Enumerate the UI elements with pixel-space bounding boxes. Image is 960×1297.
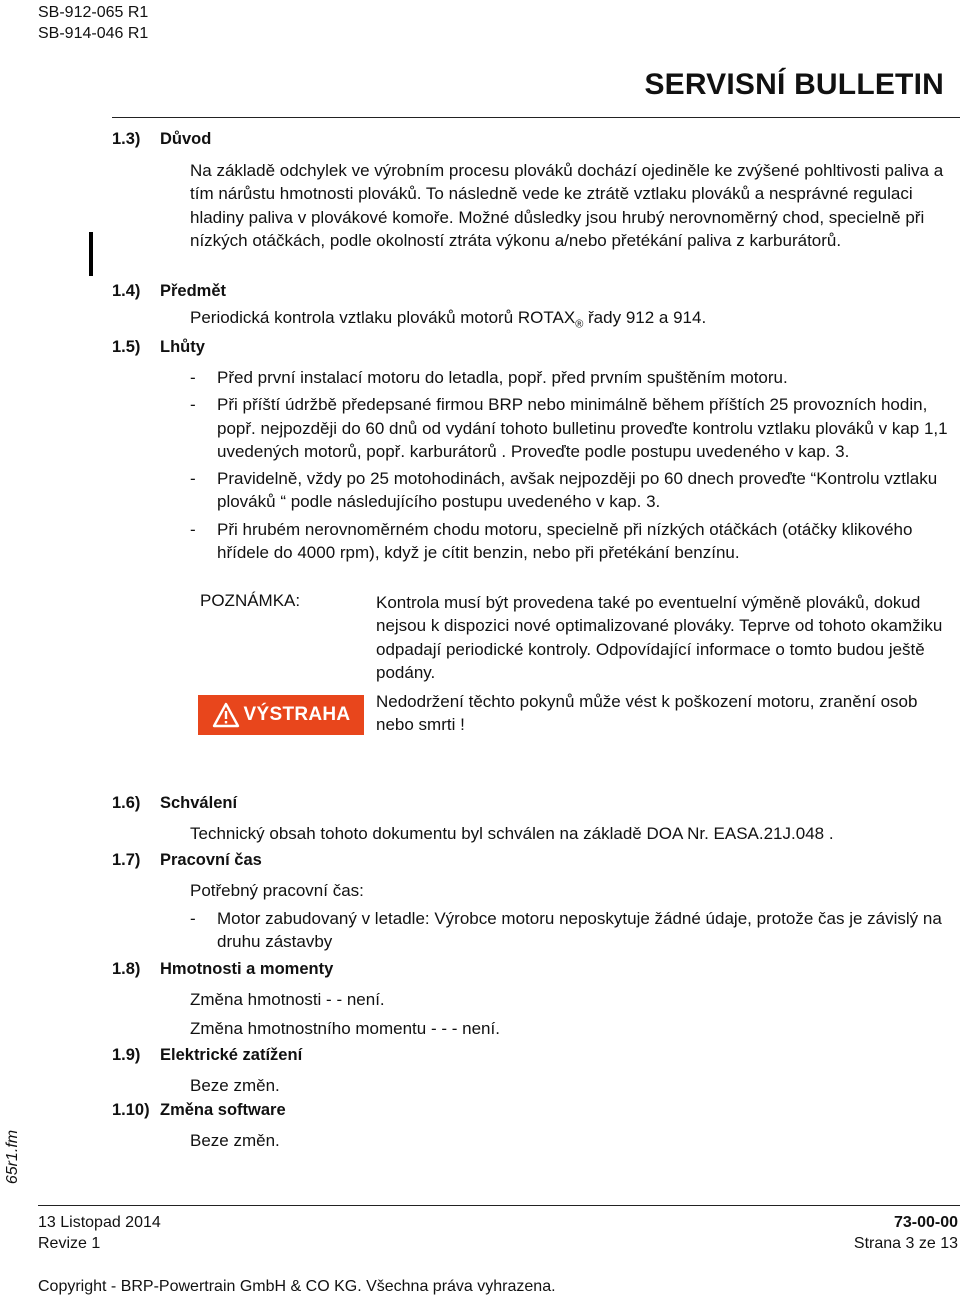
section-title: Hmotnosti a momenty bbox=[160, 960, 334, 978]
note-text: Kontrola musí být provedena také po eventuelní výměně plováků, dokud nejsou k dispozici nové optimalizované plováky. Teprve od tohoto okamžiku odpadají periodické kontroly. Odpovídající informace o tomto budou ještě podány. bbox=[376, 593, 943, 682]
list-item: - Pravidelně, vždy po 25 motohodinách, avšak nejpozději po 60 dnech proveďte “Kontrolu vztlaku plováků “ podle následujícího postupu uvedeného v kap. 3. bbox=[190, 467, 960, 514]
page-title: SERVISNÍ BULLETIN bbox=[644, 68, 944, 101]
moment-change-text: Změna hmotnostního momentu - - - není. bbox=[190, 1019, 500, 1038]
work-time-list bbox=[190, 907, 960, 958]
section-1-6-text: Technický obsah tohoto dokumentu byl schválen na základě DOA Nr. EASA.21J.048 . bbox=[190, 824, 834, 843]
warning-label: VÝSTRAHA bbox=[243, 704, 351, 725]
section-number: 1.3) bbox=[112, 130, 141, 148]
section-1-4-text bbox=[190, 306, 952, 337]
section-1-8-heading bbox=[112, 960, 333, 979]
section-1-9-text: Beze změn. bbox=[190, 1076, 280, 1095]
note-label: POZNÁMKA: bbox=[200, 591, 301, 610]
footer-ata: 73-00-00 bbox=[893, 1214, 958, 1231]
list-item: - Při příští údržbě předepsané firmou BRP nebo minimálně během příštích 25 provozních hodin, popř. nejpozději do 60 dnů od vydání tohoto bulletinu proveďte kontrolu vztlaku plováků v kap 1,1 uvedených motorů, popř. karburátorů . Proveďte podle postupu uvedeného v kap. 3. bbox=[190, 393, 960, 463]
section-number: 1.4) bbox=[112, 282, 141, 300]
section-1-3-heading bbox=[112, 130, 211, 149]
section-title: Předmět bbox=[160, 282, 227, 300]
section-number: 1.10) bbox=[112, 1101, 150, 1119]
list-item: - Motor zabudovaný v letadle: Výrobce motoru neposkytuje žádné údaje, protože čas je závislý na druhu zástavby bbox=[190, 907, 960, 954]
warning-text: Nedodržení těchto pokynů může vést k poškození motoru, zranění osob nebo smrti ! bbox=[376, 692, 918, 735]
footer-copyright: Copyright - BRP-Powertrain GmbH & CO KG. Všechna práva vyhrazena. bbox=[38, 1278, 556, 1295]
document-ids bbox=[38, 2, 148, 44]
section-number: 1.8) bbox=[112, 960, 141, 978]
list-item: - Při hrubém nerovnoměrném chodu motoru, specielně při nízkých otáčkách (otáčky klikového hřídele do 4000 rpm), když je cítit benzin, nebo při přetékání benzínu. bbox=[190, 518, 960, 565]
subject-text: Periodická kontrola vztlaku plováků motorů ROTAX bbox=[190, 308, 576, 327]
section-1-7-text: Potřebný pracovní čas: bbox=[190, 881, 364, 900]
section-1-10-heading bbox=[112, 1101, 286, 1120]
section-1-7-heading bbox=[112, 851, 262, 870]
footer-page: Strana 3 ze 13 bbox=[853, 1235, 958, 1252]
section-1-6-heading bbox=[112, 794, 237, 813]
section-title: Elektrické zatížení bbox=[160, 1046, 303, 1064]
section-title: Důvod bbox=[160, 130, 212, 148]
section-1-10-text: Beze změn. bbox=[190, 1131, 280, 1150]
doc-id-914: SB-914-046 R1 bbox=[38, 25, 149, 42]
section-title: Pracovní čas bbox=[160, 851, 262, 869]
section-title: Schválení bbox=[160, 794, 238, 812]
file-label: 65r1.fm bbox=[4, 1129, 22, 1185]
section-title: Změna software bbox=[160, 1101, 286, 1119]
weight-change-text: Změna hmotnosti - - není. bbox=[190, 990, 385, 1009]
footer-revision: Revize 1 bbox=[38, 1235, 101, 1252]
warning-badge bbox=[198, 695, 364, 735]
warning-triangle-icon bbox=[212, 702, 240, 728]
section-number: 1.7) bbox=[112, 851, 141, 869]
section-1-3-text: Na základě odchylek ve výrobním procesu plováků dochází ojediněle ke zvýšené pohltivosti paliva a tím nárůstu hmotnosti plováků. To následně vede ke ztrátě vztlaku plováků a nesprávné regulaci hladiny paliva v plovákové komoře. Možné důsledky jsou hrubý nerovnoměrný chod, specielně při nízkých otáčkách, podle okolností ztráta výkonu a/nebo přetékání paliva z karburátorů. bbox=[190, 161, 944, 250]
section-1-4-heading bbox=[112, 282, 226, 301]
list-item: - Před první instalací motoru do letadla, popř. před prvním spuštěním motoru. bbox=[190, 366, 960, 389]
section-1-5-heading bbox=[112, 338, 205, 357]
section-number: 1.5) bbox=[112, 338, 141, 356]
doc-id-912: SB-912-065 R1 bbox=[38, 4, 149, 21]
section-title: Lhůty bbox=[160, 338, 205, 356]
deadline-list bbox=[190, 366, 960, 568]
change-bar bbox=[89, 232, 93, 276]
section-number: 1.9) bbox=[112, 1046, 141, 1064]
footer-rule bbox=[38, 1205, 960, 1206]
subject-text-end: řady 912 a 914. bbox=[583, 308, 707, 327]
footer-date: 13 Listopad 2014 bbox=[38, 1214, 161, 1231]
section-1-9-heading bbox=[112, 1046, 302, 1065]
section-number: 1.6) bbox=[112, 794, 141, 812]
registered-mark: ® bbox=[575, 318, 584, 331]
header-rule bbox=[112, 117, 960, 118]
